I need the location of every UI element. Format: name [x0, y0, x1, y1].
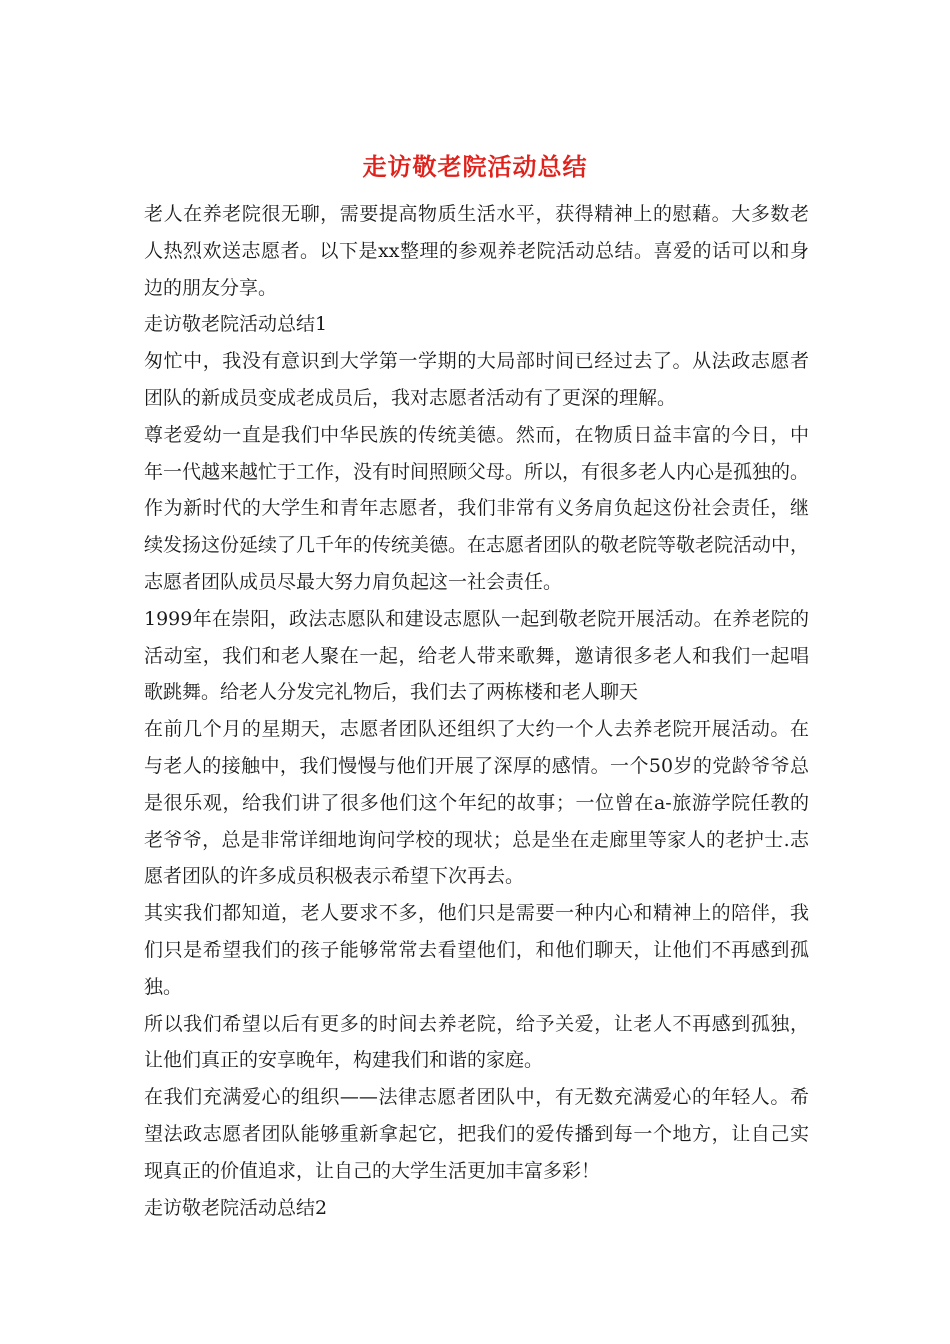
text-line: 愿者团队的许多成员积极表示希望下次再去。: [144, 865, 525, 888]
text-line: 在我们充满爱心的组织——法律志愿者团队中，有无数充满爱心的年轻人。希: [144, 1086, 809, 1109]
text-line: 尊老爱幼一直是我们中华民族的传统美德。然而，在物质日益丰富的今日，中: [144, 423, 809, 446]
text-line: 歌跳舞。给老人分发完礼物后，我们去了两栋楼和老人聊天: [144, 681, 639, 704]
text-line: 老人在养老院很无聊，需要提高物质生活水平，获得精神上的慰藉。大多数老: [144, 203, 809, 225]
text-line: 走访敬老院活动总结2: [144, 1196, 328, 1219]
text-line: 让他们真正的安享晚年，构建我们和谐的家庭。: [144, 1049, 544, 1072]
text-line: 老爷爷，总是非常详细地询问学校的现状；总是坐在走廊里等家人的老护士.志: [144, 828, 809, 851]
document-body: [144, 196, 809, 1226]
text-line: 们只是希望我们的孩子能够常常去看望他们，和他们聊天，让他们不再感到孤: [144, 938, 809, 961]
text-line: 团队的新成员变成老成员后，我对志愿者活动有了更深的理解。: [144, 386, 677, 409]
text-line: 年一代越来越忙于工作，没有时间照顾父母。所以，有很多老人内心是孤独的。: [144, 460, 810, 483]
text-line: 所以我们希望以后有更多的时间去养老院，给予关爱，让老人不再感到孤独，: [144, 1012, 809, 1035]
text-line: 在前几个月的星期天，志愿者团队还组织了大约一个人去养老院开展活动。在: [144, 718, 809, 741]
text-line: 活动室，我们和老人聚在一起，给老人带来歌舞，邀请很多老人和我们一起唱: [144, 644, 809, 667]
text-line: 与老人的接触中，我们慢慢与他们开展了深厚的感情。一个50岁的党龄爷爷总: [144, 754, 809, 777]
text-line: 独。: [144, 975, 183, 998]
text-line: 1999年在崇阳，政法志愿队和建设志愿队一起到敬老院开展活动。在养老院的: [144, 607, 809, 630]
text-line: 人热烈欢送志愿者。以下是xx整理的参观养老院活动总结。喜爱的话可以和身: [144, 239, 809, 262]
document-title: 走访敬老院活动总结: [362, 152, 588, 181]
text-line: 续发扬这份延续了几千年的传统美德。在志愿者团队的敬老院等敬老院活动中，: [144, 534, 810, 557]
text-line: 走访敬老院活动总结1: [144, 313, 328, 336]
text-line: 匆忙中，我没有意识到大学第一学期的大局部时间已经过去了。从法政志愿者: [144, 350, 809, 373]
text-line: 志愿者团队成员尽最大努力肩负起这一社会责任。: [144, 570, 563, 593]
text-line: 作为新时代的大学生和青年志愿者，我们非常有义务肩负起这份社会责任，继: [144, 497, 809, 520]
text-line: 望法政志愿者团队能够重新拿起它，把我们的爱传播到每一个地方，让自己实: [144, 1122, 809, 1145]
text-line: 边的朋友分享。: [144, 276, 278, 299]
text-line: 其实我们都知道，老人要求不多，他们只是需要一种内心和精神上的陪伴，我: [144, 902, 809, 925]
text-line: 是很乐观，给我们讲了很多他们这个年纪的故事；一位曾在a-旅游学院任教的: [144, 791, 809, 814]
text-line: 现真正的价值追求，让自己的大学生活更加丰富多彩！: [144, 1159, 601, 1182]
